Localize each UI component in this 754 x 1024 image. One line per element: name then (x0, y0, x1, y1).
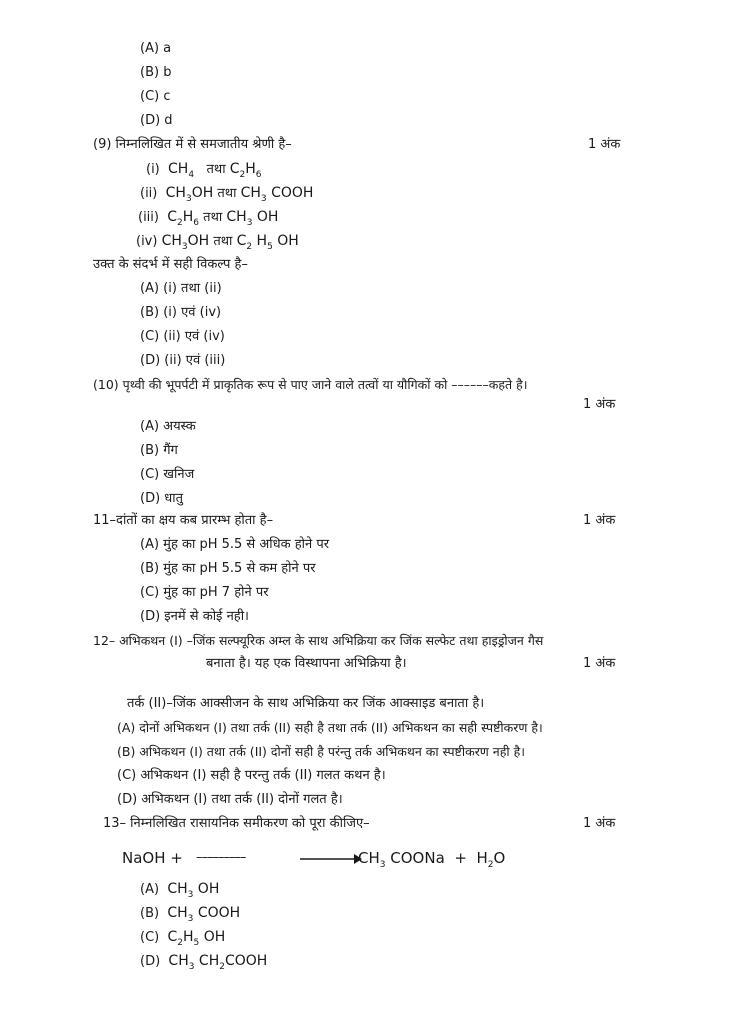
q10-option-c: (C) खनिज (140, 467, 195, 482)
q9-option-a: (A) (i) तथा (ii) (140, 281, 222, 296)
q13-option-c: (C) $C_2H_5$ OH (140, 929, 226, 948)
q9-context: उक्त के संदर्भ में सही विकल्प है– (93, 257, 248, 272)
q9-item-ii: (ii) $CH_3OH$ तथा $CH_3$ COOH (140, 185, 314, 204)
prev-option-d: (D) d (140, 113, 173, 128)
q13-option-d: (D) $CH_3$ $CH_2COOH$ (140, 953, 268, 972)
prev-option-b: (B) b (140, 65, 172, 80)
q13-equation-blank: ––––––––– (196, 850, 246, 865)
reaction-arrow-icon (300, 852, 362, 866)
q13-equation-left: NaOH + (122, 849, 183, 867)
q10-option-a: (A) अयस्क (140, 419, 196, 434)
q11-text: 11–दांतों का क्षय कब प्रारम्भ होता है– (93, 513, 274, 528)
q13-marks: 1 अंक (583, 816, 616, 831)
q11-option-d: (D) इनमें से कोई नही। (140, 609, 249, 624)
q9-option-d: (D) (ii) एवं (iii) (140, 353, 226, 368)
q9-option-c: (C) (ii) एवं (iv) (140, 329, 225, 344)
q12-assertion-line2: बनाता है। यह एक विस्थापना अभिक्रिया है। (206, 656, 407, 671)
q12-option-a: (A) दोनों अभिकथन (I) तथा तर्क (II) सही है तथा तर्क (II) अभिकथन का सही स्पष्टीकरण है। (117, 720, 543, 735)
q10-option-b: (B) गैंग (140, 443, 178, 458)
q9-option-b: (B) (i) एवं (iv) (140, 305, 222, 320)
q11-marks: 1 अंक (583, 513, 616, 528)
q13-option-a: (A) $CH_3$ OH (140, 881, 220, 900)
q11-option-a: (A) मुंह का pH 5.5 से अधिक होने पर (140, 537, 330, 552)
prev-option-c: (C) c (140, 89, 171, 104)
q12-marks: 1 अंक (583, 656, 616, 671)
q12-assertion-line1: 12– अभिकथन (I) –जिंक सल्फ्यूरिक अम्ल के साथ अभिक्रिया कर जिंक सल्फेट तथा हाइड्रोजन गैस (93, 633, 544, 648)
q9-marks: 1 अंक (588, 137, 621, 152)
q10-text: (10) पृथ्वी की भूपर्पटी में प्राकृतिक रूप से पाए जाने वाले तत्वों या यौगिकों को ––––––कहते है। (93, 377, 528, 392)
q13-option-b: (B) $CH_3$ COOH (140, 905, 241, 924)
q10-option-d: (D) धातु (140, 491, 184, 506)
q9-item-iii: (iii) $C_2H_6$ तथा $CH_3$ OH (138, 209, 279, 228)
q9-text: (9) निम्नलिखित में से समजातीय श्रेणी है– (93, 137, 292, 152)
prev-option-a: (A) a (140, 41, 172, 56)
q11-option-b: (B) मुंह का pH 5.5 से कम होने पर (140, 561, 316, 576)
q9-item-iv: (iv) $CH_3OH$ तथा $C_2$ $H_5$ OH (136, 233, 299, 252)
q9-item-i: (i) $CH_4$ तथा $C_2H_6$ (146, 161, 262, 180)
q12-option-d: (D) अभिकथन (I) तथा तर्क (II) दोनों गलत है। (117, 792, 343, 807)
q11-option-c: (C) मुंह का pH 7 होने पर (140, 585, 269, 600)
q10-marks: 1 अंक (583, 397, 616, 412)
q13-equation-right: $CH_3$ COONa + $H_2O$ (358, 849, 506, 870)
q13-text: 13– निम्नलिखित रासायनिक समीकरण को पूरा कीजिए– (103, 816, 370, 831)
q12-option-b: (B) अभिकथन (I) तथा तर्क (II) दोनों सही है परंन्तु तर्क अभिकथन का स्पष्टीकरण नही है। (117, 744, 525, 759)
q12-option-c: (C) अभिकथन (I) सही है परन्तु तर्क (II) गलत कथन है। (117, 768, 386, 783)
q12-reason: तर्क (II)–जिंक आक्सीजन के साथ अभिक्रिया कर जिंक आक्साइड बनाता है। (127, 696, 485, 711)
